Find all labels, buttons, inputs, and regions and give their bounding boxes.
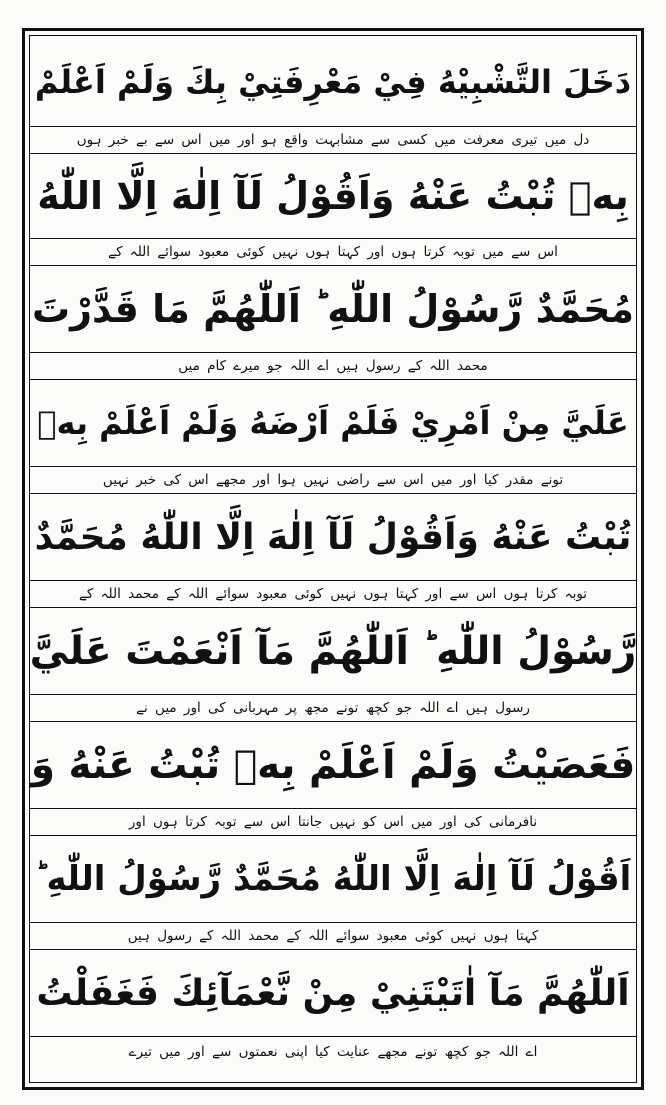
arabic-line-2: بِهٖ تُبْتُ عَنْهُ وَاَقُوْلُ لَآ اِلٰهَ اِلَّا اللّٰهُ — [37, 174, 629, 218]
page-border — [22, 28, 644, 1090]
arabic-line-8: اَقُوْلُ لَآ اِلٰهَ اِلَّا اللّٰهُ مُحَمَّدٌ رَّسُوْلُ اللّٰهِ ؕ — [34, 859, 632, 899]
arabic-line-9: اَللّٰهُمَّ مَآ اٰتَيْتَنِيْ مِنْ نَّعْمَآئِكَ فَغَفَلْتُ — [36, 972, 630, 1014]
urdu-translation-2: اس سے میں توبہ کرتا ہوں اور کہتا ہوں نہیں کوئی معبود سوائے اللہ کے — [30, 238, 636, 266]
arabic-line-4: عَلَيَّ مِنْ اَمْرِيْ فَلَمْ اَرْضَهُ وَلَمْ اَعْلَمْ بِهٖ — [37, 404, 629, 442]
urdu-translation-7: نافرمانی کی اور میں اس کو نہیں جانتا اس سے توبہ کرتا ہوں اور — [30, 808, 636, 836]
urdu-translation-4: تونے مقدر کیا اور میں اس سے راضی نہیں ہوا اور مجھے اس کی خبر نہیں — [30, 466, 636, 494]
urdu-translation-6: رسول ہیں اے اللہ جو کچھ تونے مجھ پر مہربانی کی اور میں نے — [30, 694, 636, 722]
urdu-translation-1: دل میں تیری معرفت میں کسی سے مشابہت واقع ہو اور میں اس سے بے خبر ہوں — [30, 126, 636, 154]
arabic-line-1: دَخَلَ التَّشْبِيْهُ فِيْ مَعْرِفَتِيْ بِكَ وَلَمْ اَعْلَمْ — [34, 63, 632, 101]
arabic-line-6: رَّسُوْلُ اللّٰهِ ؕ اَللّٰهُمَّ مَآ اَنْعَمْتَ عَلَيَّ — [30, 628, 636, 674]
urdu-translation-8: کہتا ہوں نہیں کوئی معبود سوائے اللہ کے محمد اللہ کے رسول ہیں — [30, 922, 636, 950]
urdu-translation-9: اے اللہ جو کچھ تونے مجھے عنایت کیا اپنی نعمتوں سے اور میں تیرے — [30, 1036, 636, 1066]
urdu-translation-5: توبہ کرتا ہوں اس سے اور کہتا ہوں نہیں کوئی معبود سوائے اللہ کے محمد اللہ کے — [30, 580, 636, 608]
arabic-line-7: فَعَصَيْتُ وَلَمْ اَعْلَمْ بِهٖ تُبْتُ عَنْهُ وَ — [30, 742, 636, 788]
arabic-line-5: تُبْتُ عَنْهُ وَاَقُوْلُ لَآ اِلٰهَ اِلَّا اللّٰهُ مُحَمَّدٌ — [34, 516, 632, 558]
urdu-translation-3: محمد اللہ کے رسول ہیں اے اللہ جو میرے کام میں — [30, 352, 636, 380]
arabic-line-3: مُحَمَّدٌ رَّسُوْلُ اللّٰهِ ؕ اَللّٰهُمَّ مَا قَدَّرْتَ — [32, 287, 634, 331]
text-frame — [29, 35, 637, 1083]
